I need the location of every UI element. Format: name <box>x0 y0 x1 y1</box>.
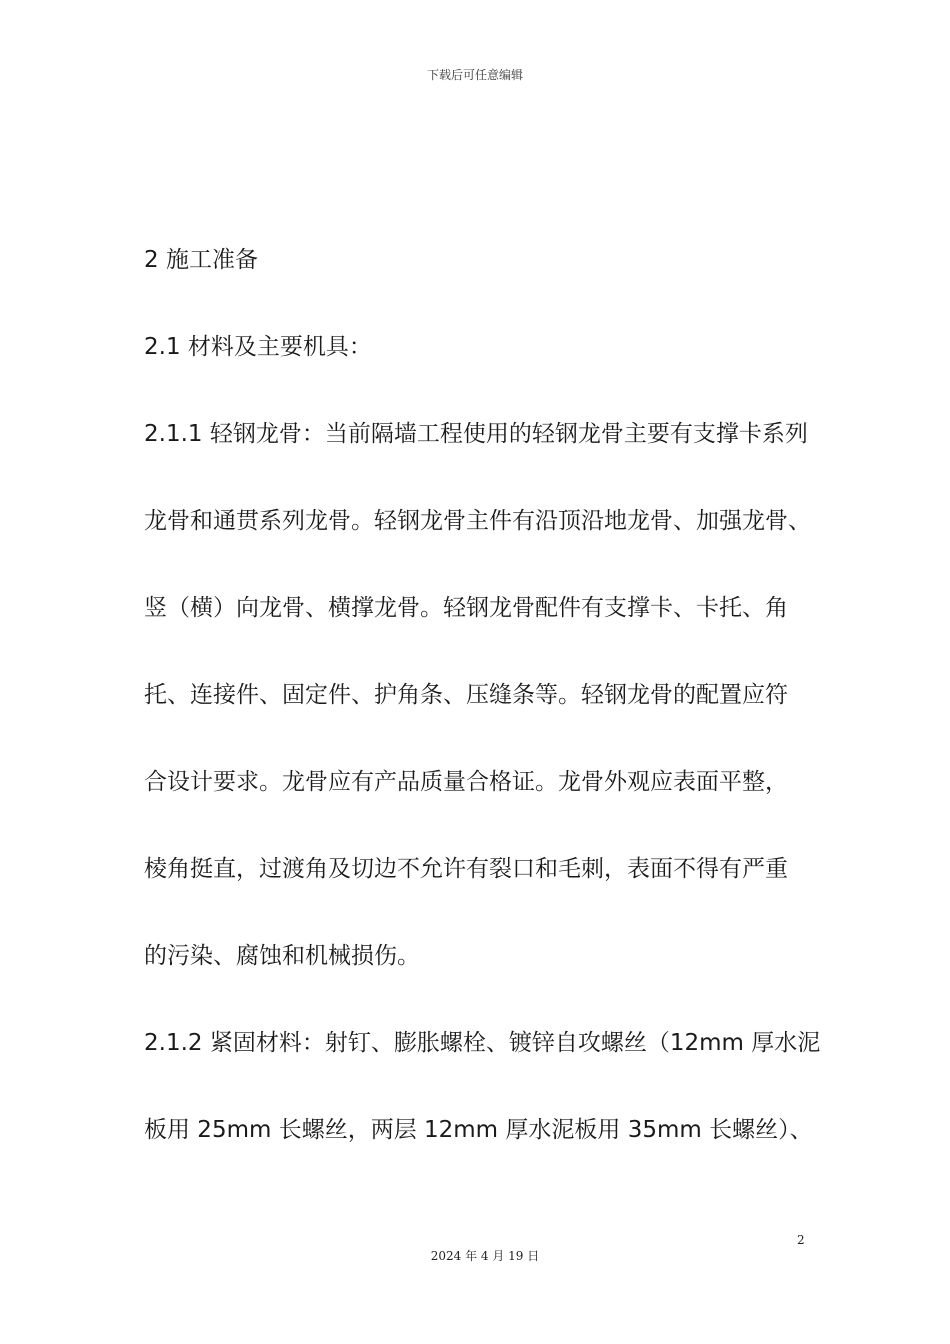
paragraph-line: 合设计要求。龙骨应有产品质量合格证。龙骨外观应表面平整， <box>144 769 788 795</box>
section-heading: 2 施工准备 <box>144 247 258 273</box>
paragraph-line: 2.1.1 轻钢龙骨：当前隔墙工程使用的轻钢龙骨主要有支撑卡系列 <box>144 421 808 447</box>
page-number: 2 <box>797 1233 805 1247</box>
footer-date: 2024 年 4 月 19 日 <box>430 1249 540 1263</box>
document-body <box>144 237 821 1194</box>
paragraph-line: 龙骨和通贯系列龙骨。轻钢龙骨主件有沿顶沿地龙骨、加强龙骨、 <box>144 508 811 534</box>
paragraph-line: 棱角挺直，过渡角及切边不允许有裂口和毛刺，表面不得有严重 <box>144 856 788 882</box>
paragraph-line: 竖（横）向龙骨、横撑龙骨。轻钢龙骨配件有支撑卡、卡托、角 <box>144 595 788 621</box>
header-note: 下载后可任意编辑 <box>426 68 523 82</box>
paragraph-line: 的污染、腐蚀和机械损伤。 <box>144 943 420 969</box>
paragraph-line: 托、连接件、固定件、护角条、压缝条等。轻钢龙骨的配置应符 <box>144 682 788 708</box>
subsection-heading: 2.1 材料及主要机具： <box>144 334 372 360</box>
paragraph-line: 2.1.2 紧固材料：射钉、膨胀螺栓、镀锌自攻螺丝（12mm 厚水泥 <box>144 1030 821 1056</box>
paragraph-line: 板用 25mm 长螺丝，两层 12mm 厚水泥板用 35mm 长螺丝）、 <box>144 1117 813 1143</box>
